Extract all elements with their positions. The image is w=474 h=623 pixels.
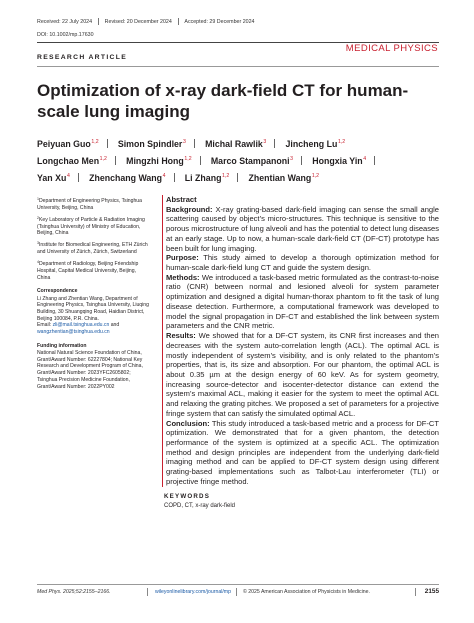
article-type: RESEARCH ARTICLE — [37, 54, 128, 61]
section-rule — [37, 66, 439, 67]
author[interactable]: Yan Xu$^4$ — [37, 172, 70, 183]
author[interactable]: Longchao Men$^{1,2}$ — [37, 155, 107, 166]
abstract-purpose: Purpose: This study aimed to develop a thorough optimization method for human-scale dark-field lung CT and guide the system design. — [166, 253, 439, 273]
author[interactable]: Marco Stampanoni$^3$ — [210, 155, 294, 166]
funding-text: National Natural Science Foundation of China, Grant/Award Number: 62227804; National Key Research and Development Program of China, Grant/Award Number: 2023YFC2605802; Tsinghua Precision Medicine Foundation, Grant/Award Number: 2022PY002 — [37, 350, 143, 390]
author-separator — [115, 156, 116, 165]
author-separator — [78, 173, 79, 182]
footer-separator — [147, 588, 148, 596]
author-separator — [374, 156, 375, 165]
citation: Med Phys. 2025;52:2155–2166. — [37, 589, 111, 595]
history-separator — [178, 18, 179, 25]
footer-separator — [415, 588, 416, 596]
author-separator — [107, 139, 108, 148]
author-separator — [237, 173, 238, 182]
abstract — [162, 195, 439, 487]
author[interactable]: Zhentian Wang$^{1,2}$ — [248, 172, 320, 183]
author[interactable]: Michal Rawlik$^3$ — [205, 138, 267, 149]
author-separator — [274, 139, 275, 148]
author-list — [37, 135, 439, 186]
article-history — [37, 18, 255, 25]
author-separator — [174, 173, 175, 182]
affiliation: $^4$Department of Radiology, Beijing Friendship Hospital, Capital Medical University, Beijing, China — [37, 260, 139, 281]
author[interactable]: Li Zhang$^{1,2}$ — [184, 172, 230, 183]
affiliation: $^2$Key Laboratory of Particle & Radiation Imaging (Tsinghua University) of Ministry of Education, Beijing, China — [37, 215, 145, 237]
journal-url[interactable]: wileyonlinelibrary.com/journal/mp — [155, 589, 232, 595]
received-date: Received: 22 July 2024 — [37, 18, 93, 25]
author-separator — [301, 156, 302, 165]
affiliation: $^1$Department of Engineering Physics, Tsinghua University, Beijing, China — [37, 197, 142, 211]
author[interactable]: Jincheng Lu$^{1,2}$ — [285, 138, 346, 149]
abstract-heading: Abstract — [166, 195, 197, 204]
abstract-methods: Methods: We introduced a task-based metric formulated as the contrast-to-noise ratio (CNR) between normal and lesioned alveoli for system parameter optimization and designed a digital human-thorax phantom to fit the task of lung disease detection. Furthermore, a computational framework was developed to model the signal propagation in DF-CT and established the link between system parameters and the CNR metric. — [166, 272, 439, 331]
history-separator — [98, 18, 99, 25]
abstract-conclusion: Conclusion: This study introduced a task-based metric and a process for DF-CT optimization. We demonstrated that for a given phantom, the detection performance of the system is optimized at a specific ACL. The optimization method and design principles are independent from the underlying dark-field imaging method and can be applied to DF-CT system design using different grating-based implementations such as Talbot-Lau interferometer (TLI) or projective fringe method. — [166, 418, 439, 486]
keywords-list: COPD, CT, x-ray dark-field — [164, 503, 236, 509]
author[interactable]: Peiyuan Guo$^{1,2}$ — [37, 138, 99, 149]
author[interactable]: Zhenchang Wang$^4$ — [89, 172, 166, 183]
revised-date: Revised: 20 December 2024 — [104, 18, 172, 25]
funding-heading: Funding information — [37, 342, 87, 349]
accepted-date: Accepted: 29 December 2024 — [184, 18, 255, 25]
author[interactable]: Hongxia Yin$^4$ — [312, 155, 367, 166]
keywords — [164, 493, 434, 509]
left-column — [37, 196, 149, 390]
copyright: © 2025 American Association of Physicists in Medicine. — [243, 589, 370, 595]
affiliation: $^3$Institute for Biomedical Engineering, ETH Zürich and University of Zürich, Zürich, Switzerland — [37, 241, 148, 255]
abstract-results: Results: We showed that for a DF-CT system, its CNR first increases and then decreases with the system auto-correlation length (ACL). The optimal ACL is mostly independent of system’s visibility, and is only related to the phantom’s properties, that is, its size and absorption. For our phantom, the optimal ACL is about 0.35 µm at the design energy of 60 keV. As for system geometry, increasing source-detector and isocenter-detector distance can extend the system’s maximal ACL, making it easier for the system to meet the optimal ACL and relaxing the grating pitches. We proposed a set of parameters for a projective fringe system that can satisfy the simulated optimal ACL. — [166, 331, 439, 418]
email-link[interactable]: wangzhentian@tsinghua.edu.cn — [37, 329, 110, 336]
author[interactable]: Simon Spindler$^3$ — [117, 138, 186, 149]
abstract-background: Background: X-ray grating-based dark-field imaging can sense the small angle scattering caused by object’s micro-structures. This technique is sensitive to the porous microstructure of lung alveoli and has the potential to detect lung diseases at an early stage. Up to now, a human-scale dark-field CT (DF-CT) prototype has been built for lung imaging. — [166, 204, 439, 253]
article-title: Optimization of x-ray dark-field CT for human-scale lung imaging — [37, 81, 409, 121]
correspondence-text: Li Zhang and Zhentian Wang, Department of Engineering Physics, Tsinghua University, Liuqing Building, 30 Shuangqing Road, Haidian District, Beijing 100084, P.R. China. Email: zli@mail.tsinghua.edu.cn and wangzhentian@tsinghua.edu.cn — [37, 295, 149, 336]
correspondence-heading: Correspondence — [37, 288, 78, 295]
author-separator — [200, 156, 201, 165]
email-link[interactable]: zli@mail.tsinghua.edu.cn — [52, 322, 110, 329]
keywords-heading: KEYWORDS — [164, 493, 211, 500]
author[interactable]: Mingzhi Hong$^{1,2}$ — [126, 155, 192, 166]
footer-rule — [37, 584, 439, 585]
page-number: 2155 — [424, 588, 439, 595]
journal-name: MEDICAL PHYSICS — [345, 43, 438, 54]
doi[interactable]: DOI: 10.1002/mp.17630 — [37, 32, 94, 38]
page-footer — [37, 588, 439, 598]
footer-separator — [236, 588, 237, 596]
author-separator — [194, 139, 195, 148]
